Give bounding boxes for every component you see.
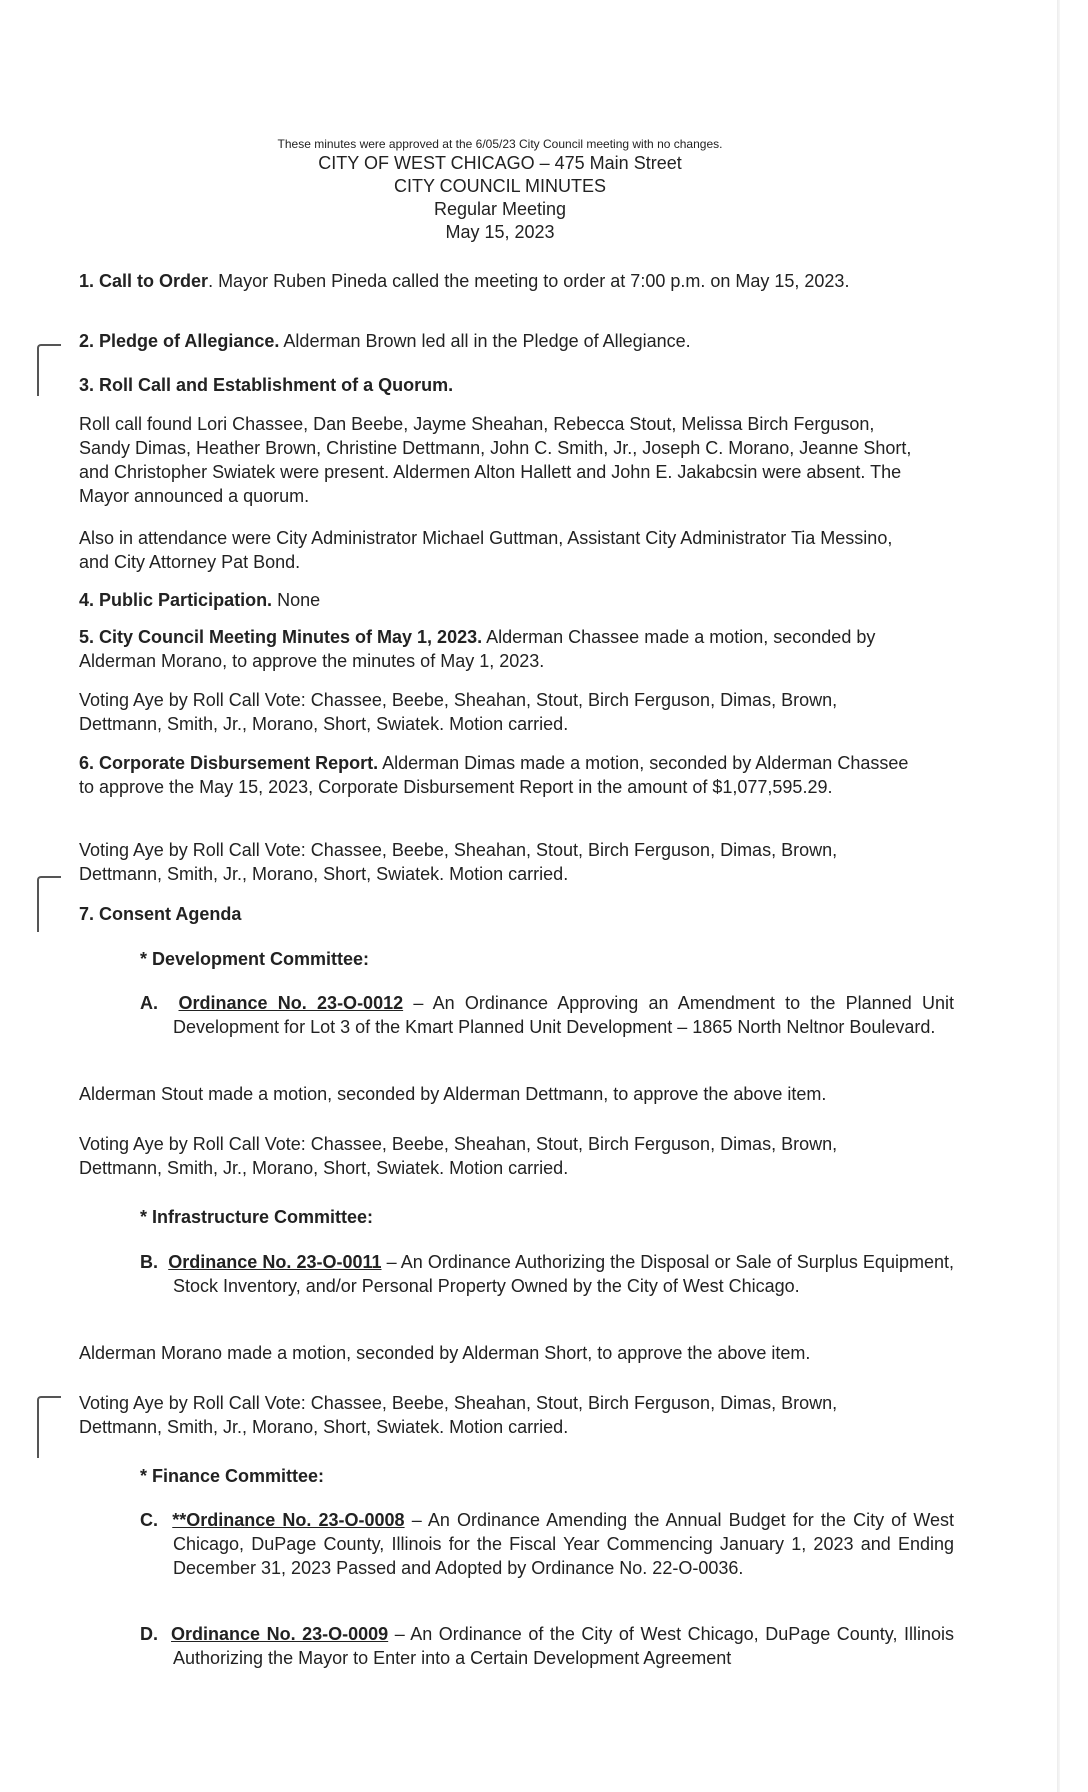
item-heading: Pledge of Allegiance.	[99, 331, 280, 351]
item-text: Alderman Dimas made a motion, seconded by Alderman Chassee to approve the May 15, 2023, Corporate Disbursement Report in the amount of $1,077,595.29.	[79, 753, 909, 797]
ordinance-description: – An Ordinance Authorizing the Disposal or Sale of Surplus Equipment, Stock Inventory, and/or Personal Property Owned by the City of West Chicago.	[173, 1252, 954, 1296]
minutes-vote: Voting Aye by Roll Call Vote: Chassee, Beebe, Sheahan, Stout, Birch Ferguson, Dimas, Brown, Dettmann, Smith, Jr., Morano, Short, Swiatek. Motion carried.	[79, 690, 838, 734]
item-heading: Public Participation.	[99, 590, 273, 610]
item-number: 7.	[79, 904, 95, 924]
consent-item-a	[140, 991, 954, 1039]
item-text: Alderman Chassee made a motion, seconded by Alderman Morano, to approve the minutes of May 1, 2023.	[79, 627, 876, 671]
ordinance-number: Ordinance No. 23-O-0011	[168, 1252, 382, 1272]
scan-edge-shadow	[1057, 0, 1060, 1792]
meeting-date: May 15, 2023	[445, 222, 555, 242]
ordinance-description: – An Ordinance Amending the Annual Budget for the City of West Chicago, DuPage County, Illinois for the Fiscal Year Commencing January 1, 2023 and Ending December 31, 2023 Passed and Adopted by Ordinance No. 22-O-0036.	[173, 1510, 954, 1578]
item-pledge	[79, 329, 921, 353]
development-motion: Alderman Stout made a motion, seconded by Alderman Dettmann, to approve the above item.	[79, 1084, 827, 1104]
item-heading: Consent Agenda	[99, 904, 242, 924]
item-letter: A.	[140, 993, 158, 1013]
attendance-paragraph: Also in attendance were City Administrator Michael Guttman, Assistant City Administrator Tia Messino, and City Attorney Pat Bond.	[79, 528, 893, 572]
item-disbursement	[79, 751, 921, 799]
item-number: 3.	[79, 375, 95, 395]
item-public-participation	[79, 588, 921, 612]
item-heading: Call to Order	[99, 271, 209, 291]
item-letter: B.	[140, 1252, 158, 1272]
document-header	[160, 136, 840, 244]
margin-bracket-mark	[37, 1396, 61, 1458]
item-call-to-order	[79, 269, 921, 293]
margin-bracket-mark	[37, 876, 61, 932]
consent-item-d	[140, 1622, 954, 1670]
finance-committee-heading: * Finance Committee:	[140, 1466, 325, 1486]
item-heading: Roll Call and Establishment of a Quorum.	[99, 375, 454, 395]
document-title: CITY COUNCIL MINUTES	[393, 176, 607, 196]
ordinance-description: – An Ordinance Approving an Amendment to the Planned Unit Development for Lot 3 of the Kmart Planned Unit Development – 1865 North Neltnor Boulevard.	[173, 993, 954, 1037]
infrastructure-motion: Alderman Morano made a motion, seconded by Alderman Short, to approve the above item.	[79, 1343, 811, 1363]
infrastructure-vote: Voting Aye by Roll Call Vote: Chassee, Beebe, Sheahan, Stout, Birch Ferguson, Dimas, Brown, Dettmann, Smith, Jr., Morano, Short, Swiatek. Motion carried.	[79, 1393, 838, 1437]
item-number: 4.	[79, 590, 95, 610]
development-vote: Voting Aye by Roll Call Vote: Chassee, Beebe, Sheahan, Stout, Birch Ferguson, Dimas, Brown, Dettmann, Smith, Jr., Morano, Short, Swiatek. Motion carried.	[79, 1134, 838, 1178]
ordinance-number: **Ordinance No. 23-O-0008	[172, 1510, 405, 1530]
development-committee-heading: * Development Committee:	[140, 949, 370, 969]
item-text: . Mayor Ruben Pineda called the meeting to order at 7:00 p.m. on May 15, 2023.	[208, 271, 850, 291]
item-number: 6.	[79, 753, 95, 773]
item-number: 1.	[79, 271, 95, 291]
margin-bracket-mark	[37, 344, 61, 396]
disbursement-vote: Voting Aye by Roll Call Vote: Chassee, Beebe, Sheahan, Stout, Birch Ferguson, Dimas, Brown, Dettmann, Smith, Jr., Morano, Short, Swiatek. Motion carried.	[79, 840, 838, 884]
item-consent-agenda	[79, 902, 921, 926]
ordinance-number: Ordinance No. 23-O-0012	[178, 993, 404, 1013]
item-number: 5.	[79, 627, 95, 647]
ordinance-description: – An Ordinance of the City of West Chicago, DuPage County, Illinois Authorizing the Mayor to Enter into a Certain Development Agreement	[173, 1624, 955, 1668]
item-roll-call	[79, 373, 921, 397]
meeting-type: Regular Meeting	[433, 199, 567, 219]
infrastructure-committee-heading: * Infrastructure Committee:	[140, 1207, 374, 1227]
item-heading: City Council Meeting Minutes of May 1, 2023.	[99, 627, 483, 647]
item-minutes	[79, 625, 921, 673]
ordinance-number: Ordinance No. 23-O-0009	[171, 1624, 389, 1644]
item-letter: C.	[140, 1510, 158, 1530]
item-letter: D.	[140, 1624, 158, 1644]
item-number: 2.	[79, 331, 95, 351]
item-heading: Corporate Disbursement Report.	[99, 753, 379, 773]
consent-item-c	[140, 1508, 954, 1580]
item-text: Alderman Brown led all in the Pledge of Allegiance.	[279, 331, 691, 351]
approval-note: These minutes were approved at the 6/05/23 City Council meeting with no changes.	[277, 137, 723, 151]
item-text: None	[272, 590, 321, 610]
city-address-line: CITY OF WEST CHICAGO – 475 Main Street	[318, 153, 682, 173]
consent-item-b	[140, 1250, 954, 1298]
roll-call-present-paragraph: Roll call found Lori Chassee, Dan Beebe, Jayme Sheahan, Rebecca Stout, Melissa Birch Ferguson, Sandy Dimas, Heather Brown, Christine Dettmann, John C. Smith, Jr., Joseph C. Morano, Jeanne Short, and Christopher Swiatek were present. Aldermen Alton Hallett and John E. Jakabcsin were absent. The Mayor announced a quorum.	[79, 414, 912, 506]
